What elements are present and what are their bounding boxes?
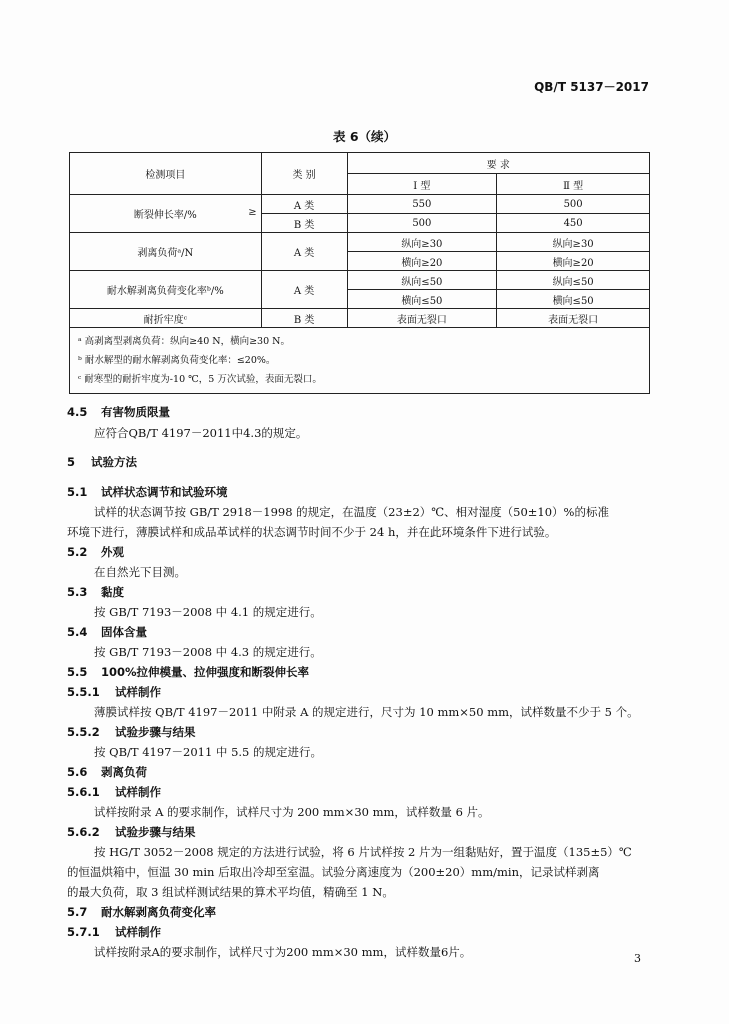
heading-4-5: 4.5 有害物质限量 [67, 405, 170, 419]
para-5-6-1: 试样按附录 A 的要求制作，试样尺寸为 200 mm×30 mm，试样数量 6 片。 [94, 805, 490, 819]
peel-r1-type2: 纵向≥30 [497, 233, 650, 252]
row-water-label: 耐水解剥离负荷变化率ᵇ/% [70, 271, 262, 309]
fold-type2: 表面无裂口 [497, 309, 650, 328]
para-5-2: 在自然光下目测。 [94, 565, 186, 579]
header-type2: Ⅱ 型 [497, 174, 650, 195]
para-5-1-line1: 试样的状态调节按 GB/T 2918－1998 的规定，在温度（23±2）℃、相对湿度（50±10）%的标准 [94, 505, 609, 519]
row-peel-label: 剥离负荷ᵃ/N [70, 233, 262, 271]
requirements-table [69, 152, 650, 394]
water-r2-type1: 横向≤50 [347, 290, 497, 309]
page-number: 3 [634, 952, 641, 965]
peel-r2-type1: 横向≥20 [347, 252, 497, 271]
elongation-cat-b: B 类 [261, 214, 347, 233]
para-5-5-2: 按 QB/T 4197－2011 中 5.5 的规定进行。 [94, 745, 323, 759]
heading-5-6: 5.6 剥离负荷 [67, 765, 147, 779]
heading-5-4: 5.4 固体含量 [67, 625, 147, 639]
table-notes [70, 328, 650, 394]
row-elongation-label [70, 195, 262, 233]
heading-5-7-1: 5.7.1 试样制作 [67, 925, 161, 939]
heading-5-7: 5.7 耐水解剥离负荷变化率 [67, 905, 216, 919]
heading-5-6-1: 5.6.1 试样制作 [67, 785, 161, 799]
header-category: 类 别 [261, 153, 347, 195]
note-c: ᶜ 耐寒型的耐折牢度为-10 ℃，5 万次试验，表面无裂口。 [78, 374, 322, 385]
header-item: 检测项目 [70, 153, 262, 195]
para-5-7-1: 试样按附录A的要求制作，试样尺寸为200 mm×30 mm，试样数量6片。 [94, 945, 472, 959]
elongation-a-type1: 550 [347, 195, 497, 214]
header-requirement: 要 求 [347, 153, 650, 174]
fold-cat: B 类 [261, 309, 347, 328]
elongation-b-type2: 450 [497, 214, 650, 233]
heading-5-5-1: 5.5.1 试样制作 [67, 685, 161, 699]
elongation-b-type1: 500 [347, 214, 497, 233]
peel-r1-type1: 纵向≥30 [347, 233, 497, 252]
elongation-label-text: 断裂伸长率/% [133, 210, 197, 221]
heading-5-6-2: 5.6.2 试验步骤与结果 [67, 825, 196, 839]
para-5-4: 按 GB/T 7193－2008 中 4.3 的规定进行。 [94, 645, 322, 659]
elongation-symbol: ≥ [248, 207, 257, 218]
para-5-3: 按 GB/T 7193－2008 中 4.1 的规定进行。 [94, 605, 322, 619]
elongation-cat-a: A 类 [261, 195, 347, 214]
water-r2-type2: 横向≤50 [497, 290, 650, 309]
note-a: ᵃ 高剥离型剥离负荷：纵向≥40 N，横向≥30 N。 [78, 336, 290, 347]
para-5-6-2-line2: 的恒温烘箱中，恒温 30 min 后取出冷却至室温。试验分离速度为（200±20）mm/min，记录试样剥离 [67, 865, 600, 879]
para-5-6-2-line3: 的最大负荷，取 3 组试样测试结果的算术平均值，精确至 1 N。 [67, 885, 394, 899]
standard-code: QB/T 5137－2017 [534, 80, 649, 94]
para-5-1-line2: 环境下进行，薄膜试样和成品革试样的状态调节时间不少于 24 h，并在此环境条件下进行试验。 [67, 525, 557, 539]
water-r1-type1: 纵向≤50 [347, 271, 497, 290]
para-5-6-2-line1: 按 HG/T 3052－2008 规定的方法进行试验，将 6 片试样按 2 片为一组黏贴好，置于温度（135±5）℃ [94, 845, 632, 859]
note-b: ᵇ 耐水解型的耐水解剥离负荷变化率：≤20%。 [78, 355, 276, 366]
heading-5-2: 5.2 外观 [67, 545, 124, 559]
water-cat: A 类 [261, 271, 347, 309]
fold-type1: 表面无裂口 [347, 309, 497, 328]
table-title: 表 6（续） [332, 129, 397, 144]
elongation-a-type2: 500 [497, 195, 650, 214]
heading-5: 5 试验方法 [67, 455, 137, 469]
heading-5-3: 5.3 黏度 [67, 585, 124, 599]
water-r1-type2: 纵向≤50 [497, 271, 650, 290]
peel-r2-type2: 横向≥20 [497, 252, 650, 271]
para-4-5: 应符合QB/T 4197－2011中4.3的规定。 [94, 426, 308, 440]
heading-5-1: 5.1 试样状态调节和试验环境 [67, 485, 228, 499]
peel-cat: A 类 [261, 233, 347, 271]
heading-5-5-2: 5.5.2 试验步骤与结果 [67, 725, 196, 739]
row-fold-label: 耐折牢度ᶜ [70, 309, 262, 328]
heading-5-5: 5.5 100%拉伸模量、拉伸强度和断裂伸长率 [67, 665, 310, 679]
para-5-5-1: 薄膜试样按 QB/T 4197－2011 中附录 A 的规定进行，尺寸为 10 mm×50 mm，试样数量不少于 5 个。 [94, 705, 639, 719]
header-type1: Ⅰ 型 [347, 174, 497, 195]
